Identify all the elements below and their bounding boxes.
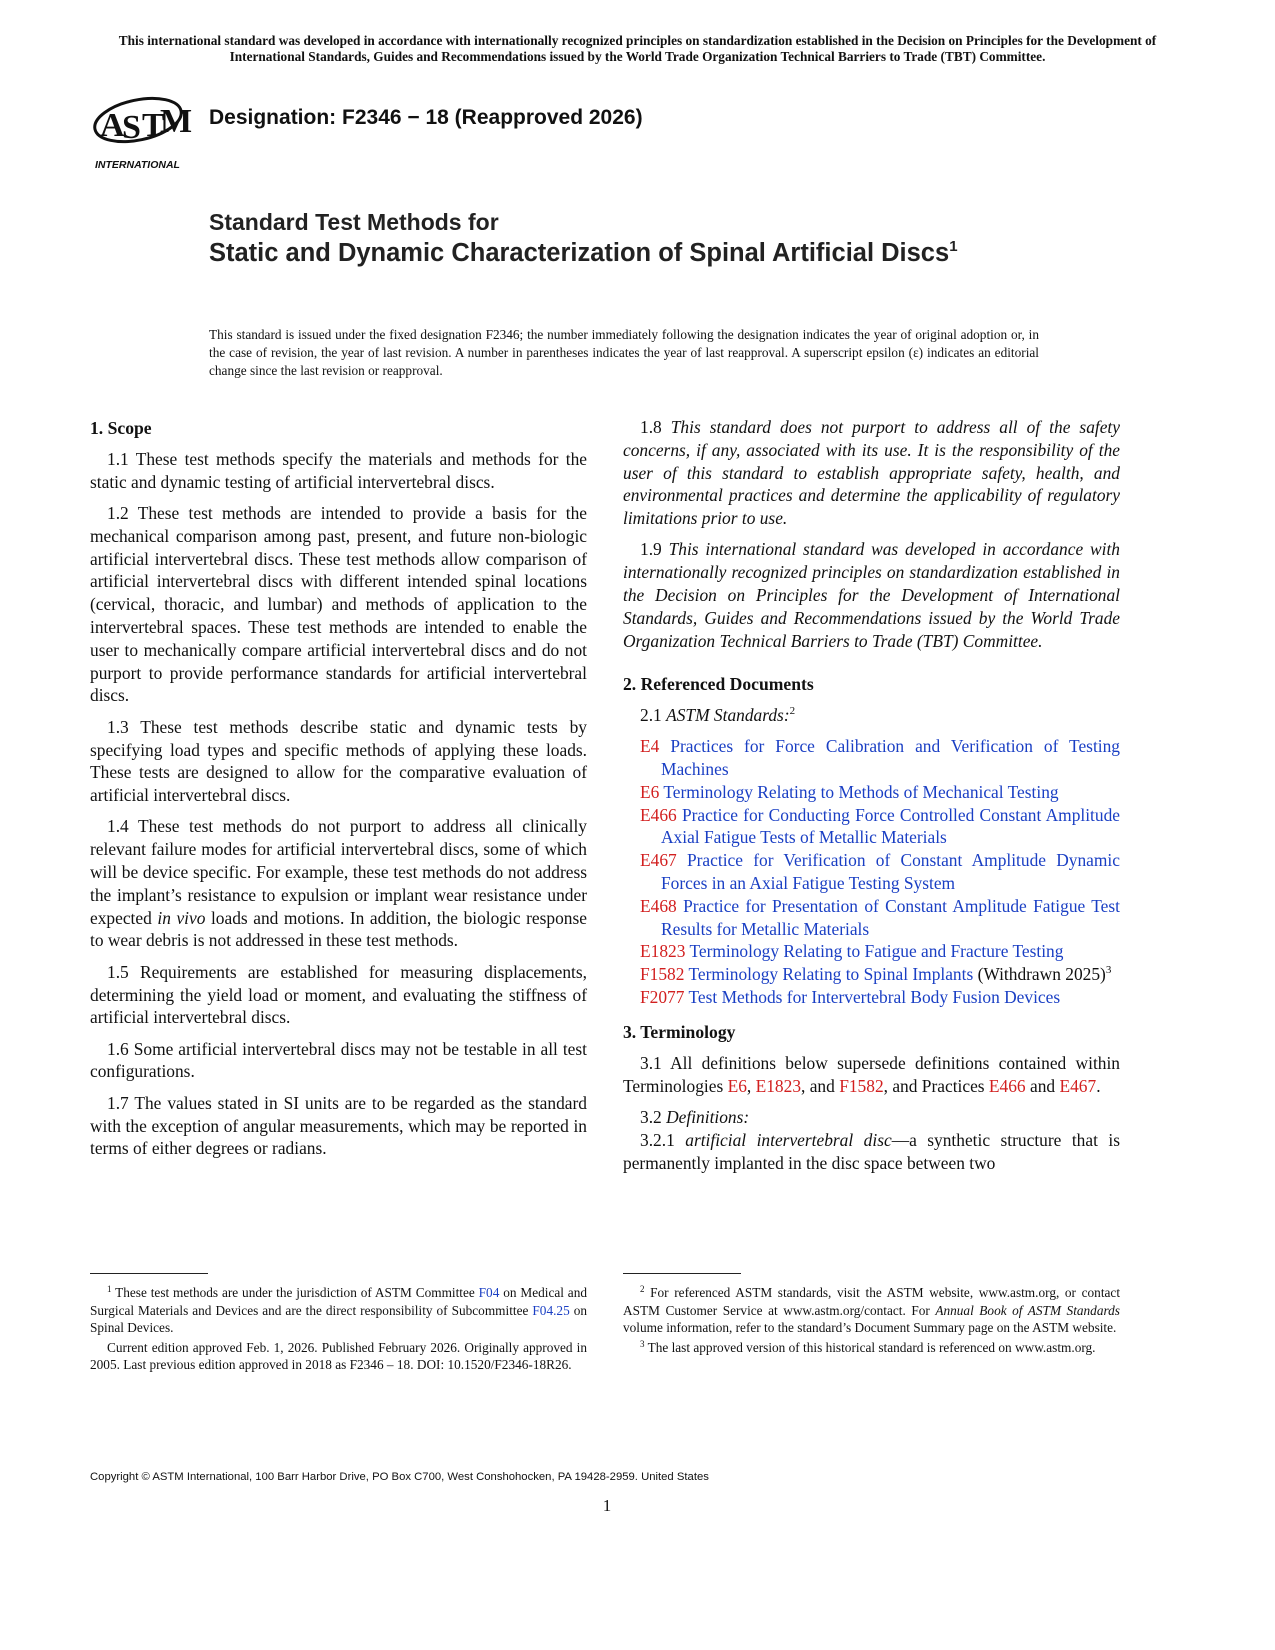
reference-code-link[interactable]: E468 [640,895,677,916]
paragraph-2-1: 2.1 ASTM Standards:$^2$ [640,704,796,725]
paragraph-1-1: 1.1 These test methods specify the materials and methods for the static and dynamic testing of artificial intervertebral discs. [90,449,587,492]
top-notice: This international standard was developed in accordance with internationally recognized principles on standardization established in the Decision on Principles for the Development of International Standards, Guides and Recommendations issued by the World Trade Organization Technical Barriers to Trade (TBT) Committee. [118,33,1157,64]
reference-item [640,781,1120,804]
reference-item [640,895,1120,941]
reference-item [640,735,1120,781]
reference-title-link[interactable]: Practice for Verification of Constant Amplitude Dynamic Forces in an Axial Fatigue Testing System [661,850,1120,894]
paragraph-3-2: 3.2 Definitions: [640,1106,750,1127]
reference-code-link[interactable]: E4 [640,736,660,757]
reference-title-link[interactable]: Test Methods for Intervertebral Body Fusion Devices [688,987,1061,1008]
paragraph-1-5: 1.5 Requirements are established for measuring displacements, determining the yield load or moment, and evaluating the stiffness of artificial intervertebral discs. [90,961,587,1028]
reference-item [640,804,1120,850]
paragraph-1-6: 1.6 Some artificial intervertebral discs may not be testable in all test configurations. [90,1038,587,1082]
paragraph-1-9: 1.9 This international standard was developed in accordance with internationally recognized principles on standardization established in the Decision on Principles for the Development of International Standards, Guides and Recommendations issued by the World Trade Organization Technical Barriers to Trade (TBT) Committee. [623,539,1120,651]
title-block [209,207,1109,269]
logo-letter-a: A [100,107,125,144]
link-e467[interactable]: E467 [1059,1075,1097,1096]
reference-code-link[interactable]: E1823 [640,941,686,962]
footnote-2: $^2$ For referenced ASTM standards, visit the ASTM website, www.astm.org, or contact ASTM Customer Service at www.astm.org/contact. For Annual Book of ASTM Standards volume information, refer to the standard’s Document Summary page on the ASTM website. [623,1284,1121,1336]
title-line-2: Static and Dynamic Characterization of Spinal Artificial Discs$^1$ [209,238,958,267]
footnote-rule-left [90,1273,208,1274]
referenced-documents-list [623,735,1120,1009]
reference-suffix: (Withdrawn 2025) [973,964,1106,985]
reference-title-link[interactable]: Terminology Relating to Methods of Mechanical Testing [663,781,1059,802]
title-line-1: Standard Test Methods for [209,209,499,235]
page-number: 1 [602,1496,612,1515]
link-e6[interactable]: E6 [727,1075,747,1096]
paragraph-1-3: 1.3 These test methods describe static and dynamic tests by specifying load types and specific methods of applying these loads. These tests are designed to allow for the comparative evaluation of artificial intervertebral discs. [90,716,587,806]
designation: Designation: F2346 − 18 (Reapproved 2026) [209,106,643,129]
paragraph-1-2: 1.2 These test methods are intended to provide a basis for the mechanical comparison among past, present, and future non-biologic artificial intervertebral discs. These test methods allow comparison of artificial intervertebral discs with different intended spinal locations (cervical, thoracic, and lumbar) and methods of application to the intervertebral spaces. These test methods are intended to enable the user to mechanically compare artificial intervertebral discs and do not purport to provide performance standards for artificial intervertebral discs. [90,503,587,706]
section-heading-referenced-documents: 2. Referenced Documents [623,673,814,694]
reference-title-link[interactable]: Practice for Presentation of Constant Amplitude Fatigue Test Results for Metallic Materials [661,895,1120,939]
copyright-line: Copyright © ASTM International, 100 Barr Harbor Drive, PO Box C700, West Conshohocken, PA 19428-2959. United States [90,1471,709,1483]
footnote-3: $^3$ The last approved version of this historical standard is referenced on www.astm.org. [640,1338,1096,1355]
paragraph-1-7: 1.7 The values stated in SI units are to be regarded as the standard with the exception of angular measurements, which may be reported in terms of either degrees or radians. [90,1092,587,1159]
reference-item [640,940,1120,963]
link-f1582[interactable]: F1582 [839,1075,884,1096]
footnote-rule-right [623,1273,741,1274]
reference-code-link[interactable]: E467 [640,850,677,871]
link-f04[interactable]: F04 [478,1285,500,1300]
footnotes-right [623,1284,1120,1358]
reference-footnote-mark: 3 [1105,964,1112,977]
reference-code-link[interactable]: F2077 [640,987,685,1008]
reference-code-link[interactable]: F1582 [640,964,685,985]
logo-letter-s: S [122,109,141,146]
footnotes-left [90,1284,587,1376]
footnote-1: $^1$ These test methods are under the jurisdiction of ASTM Committee F04 on Medical and Surgical Materials and Devices and are the direct responsibility of Subcommittee F04.25 on Spinal Devices. [90,1284,588,1336]
paragraph-1-8: 1.8 This standard does not purport to address all of the safety concerns, if any, associated with its use. It is the responsibility of the user of this standard to establish appropriate safety, health, and environmental practices and determine the applicability of regulatory limitations prior to use. [623,417,1120,529]
link-f04-25[interactable]: F04.25 [532,1302,570,1318]
link-e1823[interactable]: E1823 [755,1075,802,1096]
reference-code-link[interactable]: E466 [640,804,677,825]
reference-title-link[interactable]: Terminology Relating to Spinal Implants [688,964,974,985]
reference-title-link[interactable]: Terminology Relating to Fatigue and Fracture Testing [689,941,1064,962]
reference-title-link[interactable]: Practice for Conducting Force Controlled Constant Amplitude Axial Fatigue Tests of Metallic Materials [661,804,1120,848]
title-footnote-mark: 1 [949,238,958,255]
logo-letter-t: T [142,107,165,144]
left-column [90,416,587,1169]
reference-item [640,849,1120,895]
logo-wordmark: INTERNATIONAL [95,159,180,171]
reference-title-link[interactable]: Practices for Force Calibration and Verification of Testing Machines [661,736,1120,780]
paragraph-1-4: 1.4 These test methods do not purport to address all clinically relevant failure modes for artificial intervertebral discs, some of which will be device specific. For example, these test methods do not address the implant’s resistance to expulsion or implant wear resistance under expected in vivo loads and motions. In addition, the biologic response to wear debris is not addressed in these test methods. [90,816,587,951]
reference-item [640,963,1120,986]
astm-logo [92,86,192,174]
right-column [623,416,1120,1183]
edition-note: Current edition approved Feb. 1, 2026. Published February 2026. Originally approved in 2005. Last previous edition approved in 2018 as F2346 – 18. DOI: 10.1520/F2346-18R26. [90,1339,587,1373]
link-e466[interactable]: E466 [988,1075,1026,1096]
section-heading-scope: 1. Scope [90,418,152,438]
issued-note: This standard is issued under the fixed designation F2346; the number immediately following the designation indicates the year of original adoption or, in the case of revision, the year of last revision. A number in parentheses indicates the year of last reapproval. A superscript epsilon (ε) indicates an editorial change since the last revision or reapproval. [209,327,1039,378]
reference-code-link[interactable]: E6 [640,781,660,802]
paragraph-3-1: 3.1 All definitions below supersede definitions contained within Terminologies E6, E1823, and F1582, and Practices E466 and E467. [623,1052,1120,1096]
section-heading-terminology: 3. Terminology [623,1021,736,1042]
paragraph-3-2-1: 3.2.1 artificial intervertebral disc—a synthetic structure that is permanently implanted in the disc space between two [623,1129,1120,1173]
reference-item [640,986,1120,1009]
logo-letter-m: M [160,103,192,140]
